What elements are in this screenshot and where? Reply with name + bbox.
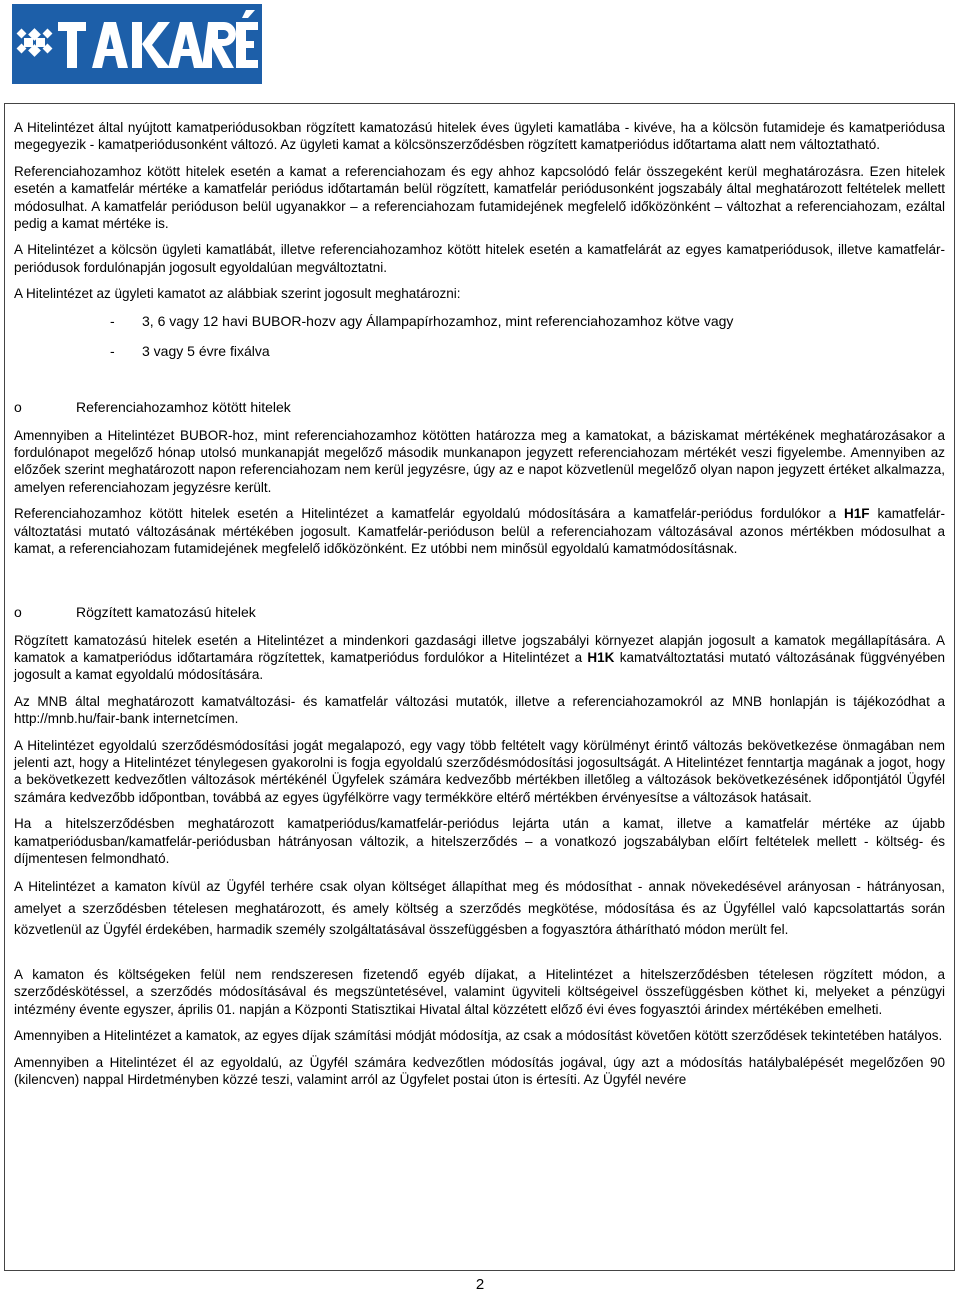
- h1f-label: H1F: [844, 506, 870, 522]
- list-item: [14, 342, 945, 360]
- document-body: [14, 119, 945, 1097]
- paragraph-mnb-info: Az MNB által meghatározott kamatváltozási- és kamatfelár változási mutatók, illetve a referenciahozamokról az MNB honlapján is tájékozódhat a http://mnb.hu/fair-bank internetcímen.: [14, 693, 945, 727]
- logo-wordmark: [58, 10, 258, 68]
- paragraph-calculation-change: Amennyiben a Hitelintézet a kamatok, az egyes díjak számítási módját módosítja, az csak a módosítást követően kötött szerződések tekintetében hatályos.: [14, 1028, 943, 1044]
- paragraph-costs: A Hitelintézet a kamaton kívül az Ügyfél terhére csak olyan költséget állapíthat meg és módosíthat - annak növekedésével arányosan - hátrányosan, amelyet a szerződésben tételesen meghatározott, és amely költség a szerződés megkötése, módosítása és az Ügyféllel való kapcsolattartás során közvetlenül az Ügyfél érdekében, harmadik személy szolgáltatásával összefüggésben a fogyasztóra áthárítható módon merült fel.: [14, 879, 945, 938]
- paragraph-notification: Amennyiben a Hitelintézet él az egyoldalú, az Ügyfél számára kedvezőtlen módosítás jogával, úgy azt a módosítás hatálybalépését megelőzően 90 (kilencven) nappal Hirdetményben közzé teszi, valamint arról az Ügyfelet postai úton is értesíti. Az Ügyfél nevére: [14, 1054, 945, 1087]
- h1k-label: H1K: [587, 649, 615, 665]
- paragraph-h1f: Referenciahozamhoz kötött hitelek esetén a Hitelintézet a kamatfelár egyoldalú módosítására a kamatfelár-periódus fordulókor a H1F kamatfelár-változtatási mutató változásának mértékében jogosult. Kamatfelár-perióduson belül a referenciahozam változásával azonos mértékben módosulhat a kamat, a referenciahozam futamidejének megfelelő időközönként. Ez utóbbi nem minősül egyoldalú kamatmódosításnak.: [14, 506, 945, 557]
- section-heading-reference-loans: [14, 398, 945, 416]
- list-item: [14, 312, 945, 330]
- list-item-text: 3, 6 vagy 12 havi BUBOR-hozv agy Állampapírhozamhoz, mint referenciahozamhoz kötve vagy: [142, 312, 734, 329]
- list-item-text: 3 vagy 5 évre fixálva: [142, 342, 270, 359]
- circle-bullet: o: [14, 398, 22, 415]
- paragraph-bubor: Amennyiben a Hitelintézet BUBOR-hoz, mint referenciahozamhoz kötötten határozza meg a kamatokat, a báziskamat mértékének meghatározásakor a fordulónapot megelőző hónap utolsó munkanapját megelőző második munkanapon jegyzett referenciahozam mértékét veszi figyelembe. Amennyiben az előzőek szerint meghatározott napon referenciahozam nem kerül jegyzésre, úgy az e napot közvetlenül megelőző olyan napon jegyzett értéket alkalmazza, amelyen referenciahozam jegyzésre került.: [14, 427, 945, 495]
- paragraph-h1k: Rögzített kamatozású hitelek esetén a Hitelintézet a mindenkori gazdasági illetve jogszabályi környezet alapján jogosult a kamatok megállapítására. A kamatok a kamatperiódus időtartamára rögzítettek, kamatperiódus fordulókor a Hitelintézet a H1K kamatváltoztatási mutató változásának függvényében jogosult a kamat egyoldalú módosítására.: [14, 632, 945, 683]
- takarek-logo: [12, 4, 262, 84]
- section-heading-fixed-loans: [14, 603, 945, 621]
- paragraph-rate-change-right: A Hitelintézet a kölcsön ügyleti kamatlábát, illetve referenciahozamhoz kötött hitelek esetén a kamatfelárát az egyes kamatperiódusok, illetve kamatfelár-periódusok fordulónapján jogosult egyoldalúan megváltoztatni.: [14, 242, 945, 275]
- paragraph-rate-determination: A Hitelintézet az ügyleti kamatot az alábbiak szerint jogosult meghatározni:: [14, 286, 461, 302]
- takarek-logo-mark: [12, 4, 262, 84]
- rate-options-list: [14, 312, 945, 360]
- paragraph-reference-yield: Referenciahozamhoz kötött hitelek esetén a kamat a referenciahozam és egy ahhoz kapcsolódó felár összegeként kerül meghatározásra. Ezen hitelek esetén a kamatfelár mértéke a kamatfelár periódus időtartamán belül rögzített, kamatfelár periódusonként jogszabály által meghatározott feltételek mellett módosulhat. A kamatfelár perióduson belül ugyanakkor – a referenciahozam futamidejének megfelelő időközönként – változhat a referenciahozam, ezáltal pedig a kamat mértéke is.: [14, 163, 945, 232]
- paragraph-period-expiry: Ha a hitelszerződésben meghatározott kamatperiódus/kamatfelár-periódus lejárta után a kamat, illetve a kamatfelár mértéke az újabb kamatperiódusban/kamatfelár-periódusban hátrányosan változik, a hitelszerződés – a vonatkozó jogszabályban előírt feltételek mellett - költség- és díjmentesen felmondható.: [14, 816, 945, 866]
- circle-bullet: o: [14, 603, 22, 620]
- paragraph-interest-periods: A Hitelintézet által nyújtott kamatperiódusokban rögzített kamatozású hitelek éves ügyleti kamatlába - kivéve, ha a kölcsön futamideje és kamatperiódusa megegyezik - kamatperiódusonként változó. Az ügyleti kamat a kölcsönszerződésben rögzített kamatperiódus időtartama alatt nem változtatható.: [14, 120, 945, 153]
- dash-bullet: -: [110, 342, 115, 359]
- section-heading-text: Rögzített kamatozású hitelek: [76, 603, 256, 620]
- dash-bullet: -: [110, 312, 115, 329]
- logo-emblem-icon: [17, 28, 53, 57]
- page-number: 2: [475, 1276, 485, 1293]
- paragraph-unilateral-right: A Hitelintézet egyoldalú szerződésmódosítási jogát megalapozó, egy vagy több feltételt vagy körülményt érintő változás bekövetkezése önmagában nem jelenti azt, hogy a Hitelintézet ténylegesen gyakorolni is fogja egyoldalú szerződésmódosítási jogosultságát. A Hitelintézet fenntartja magának a jogot, hogy a bekövetkezett kedvezőtlen változások mértékénél Ügyfelek számára kedvezőbb mértékben illetőleg a változások bekövetkezésének időpontjától Ügyfél számára kedvezőbb időpontban, továbbá az egyes ügyfélkörre vagy termékköre eltérő mértékben érvényesítse a változások hatásait.: [14, 737, 945, 805]
- document-frame: [4, 103, 955, 1271]
- section-heading-text: Referenciahozamhoz kötött hitelek: [76, 398, 291, 415]
- paragraph-fees: A kamaton és költségeken felül nem rendszeresen fizetendő egyéb díjakat, a Hitelintézet a hitelszerződésben tételesen rögzített módon, a szerződéskötéssel, a szerződés módosításával és megszüntetésével, valamint ügyviteli költségeivel összefüggésben köthet ki, melyeket a pénzügyi intézmény évente egyszer, április 01. napján a Központi Statisztikai Hivatal által közzétett előző évi éves fogyasztói árindex mértékében emelheti.: [14, 966, 945, 1017]
